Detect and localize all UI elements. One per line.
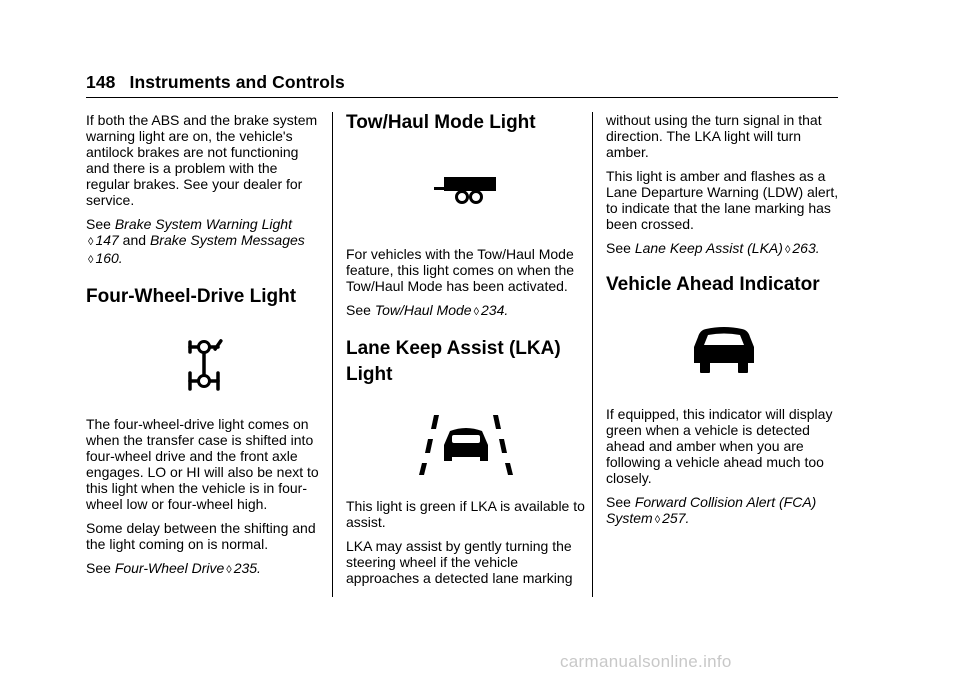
page-reference-icon: ◊ (88, 254, 94, 266)
lka-heading: Lane Keep Assist (LKA) Light (346, 338, 561, 385)
page-reference-icon: ◊ (654, 514, 661, 526)
page-reference-icon: ◊ (88, 236, 94, 248)
page-number: 148 (86, 72, 116, 92)
see-forward-collision-alert: See Forward Collision Alert (FCA) System ◊ 257. (606, 494, 817, 526)
vehicle-ahead-description: If equipped, this indicator will display green when a vehicle is detected ahead and amber when you are following a vehicle ahead much too closely. (606, 406, 833, 486)
four-wheel-drive-icon (86, 314, 321, 416)
four-wheel-drive-heading: Four-Wheel-Drive Light (86, 286, 297, 307)
page-ref-160[interactable]: 160 (95, 250, 119, 266)
header-rule (86, 97, 838, 98)
vehicle-ahead-heading: Vehicle Ahead Indicator (606, 274, 820, 295)
brake-system-messages-link[interactable]: Brake System Messages (149, 232, 305, 248)
column-2 (346, 110, 586, 594)
lka-assist-description: LKA may assist by gently turning the steering wheel if the vehicle approaches a detected lane marking (346, 538, 573, 586)
lka-amber-continuation: without using the turn signal in that direction. The LKA light will turn amber. (606, 112, 822, 160)
tow-haul-mode-link[interactable]: Tow/Haul Mode (374, 302, 472, 318)
page-reference-icon: ◊ (473, 306, 480, 318)
vehicle-ahead-icon (606, 298, 841, 406)
page-reference-icon: ◊ (226, 564, 232, 576)
column-divider-1 (332, 112, 333, 597)
ldw-alert-description: This light is amber and flashes as a Lane Departure Warning (LDW) alert, to indicate that the lane marking has been crossed. (606, 168, 839, 232)
four-wheel-drive-description: The four-wheel-drive light comes on when the transfer case is shifted into four-wheel drive and the front axle engages. LO or HI will also be next to this light when the vehicle is in four-wheel low or four-wheel high. (86, 416, 319, 512)
see-tow-haul-mode: See Tow/Haul Mode ◊ 234. (346, 302, 509, 318)
see-lane-keep-assist: See Lane Keep Assist (LKA) ◊ 263. (606, 240, 820, 256)
abs-brake-paragraph: If both the ABS and the brake system warning light are on, the vehicle's antilock brakes are not functioning and there is a problem with the regular brakes. See your dealer for service. (86, 112, 318, 208)
page-reference-icon: ◊ (784, 244, 791, 256)
column-divider-2 (592, 112, 593, 597)
page-header (86, 72, 345, 93)
tow-haul-trailer-icon (346, 136, 586, 246)
brake-system-warning-light-link[interactable]: Brake System Warning Light (114, 216, 292, 232)
watermark: carmanualsonline.info (560, 652, 732, 671)
tow-haul-heading: Tow/Haul Mode Light (346, 112, 536, 133)
column-1 (86, 112, 321, 586)
section-title: Instruments and Controls (129, 72, 345, 92)
forward-collision-alert-link[interactable]: Forward Collision Alert (FCA) System (606, 494, 817, 526)
page-ref-257[interactable]: 257 (662, 510, 686, 526)
page-ref-147[interactable]: 147 (95, 232, 119, 248)
shift-delay-note: Some delay between the shifting and the light coming on is normal. (86, 520, 316, 552)
tow-haul-description: For vehicles with the Tow/Haul Mode feature, this light comes on when the Tow/Haul Mode has been activated. (346, 246, 575, 294)
page-ref-235[interactable]: 235 (233, 560, 258, 576)
see-brake-references: See Brake System Warning Light ◊ 147 and Brake System Messages ◊ 160. (86, 216, 305, 266)
see-four-wheel-drive: See Four-Wheel Drive ◊ 235. (86, 560, 261, 576)
page-ref-234[interactable]: 234 (481, 302, 505, 318)
lane-keep-assist-icon (346, 392, 586, 498)
column-3 (606, 112, 841, 536)
page-ref-263[interactable]: 263 (792, 240, 816, 256)
four-wheel-drive-link[interactable]: Four-Wheel Drive (114, 560, 225, 576)
lane-keep-assist-link[interactable]: Lane Keep Assist (LKA) (634, 240, 783, 256)
lka-availability: This light is green if LKA is available to assist. (346, 498, 585, 530)
